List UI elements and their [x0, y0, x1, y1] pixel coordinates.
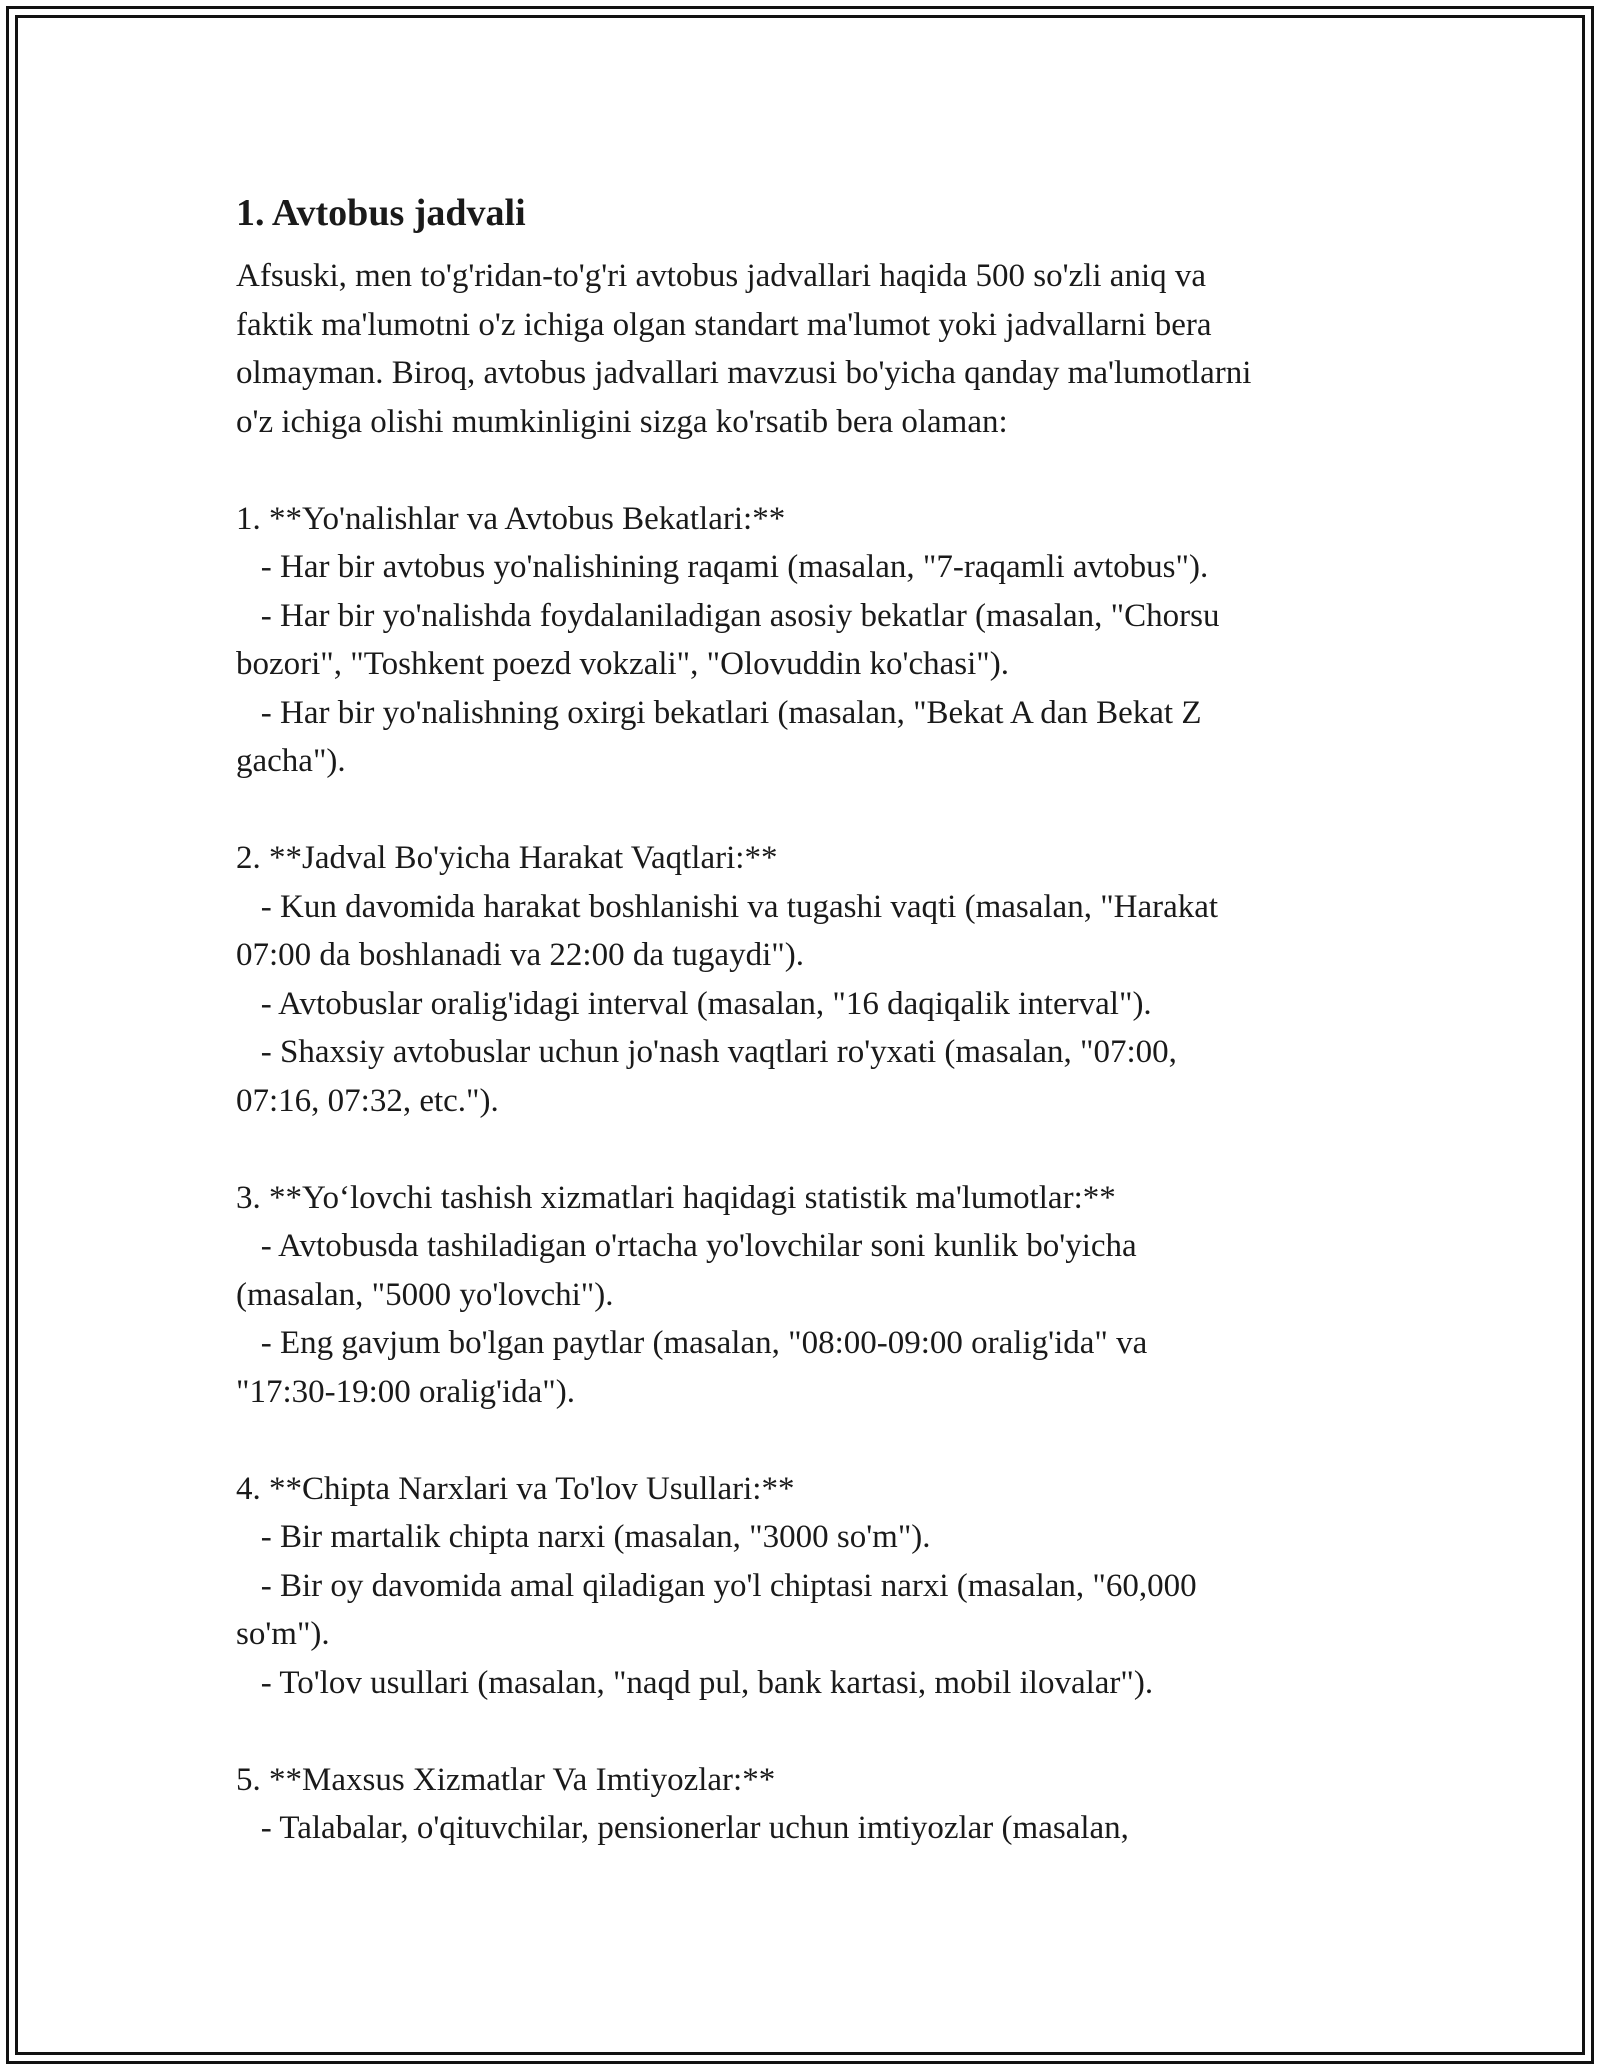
- text-line: - Avtobusda tashiladigan o'rtacha yo'lovchilar soni kunlik bo'yicha: [236, 1228, 1137, 1264]
- text-line: - Bir martalik chipta narxi (masalan, "3000 so'm").: [236, 1519, 931, 1555]
- text-line: 4. **Chipta Narxlari va To'lov Usullari:**: [236, 1470, 795, 1507]
- text-line: faktik ma'lumotni o'z ichiga olgan standart ma'lumot yoki jadvallarni bera: [236, 306, 1212, 343]
- blank-line: [236, 1125, 1376, 1174]
- text-line: - Bir oy davomida amal qiladigan yo'l chiptasi narxi (masalan, "60,000: [236, 1567, 1197, 1604]
- text-line: 3. **Yo‘lovchi tashish xizmatlari haqidagi statistik ma'lumotlar:**: [236, 1179, 1116, 1216]
- blank-line: [236, 446, 1376, 495]
- blank-line: [236, 786, 1376, 835]
- text-line: bozori", "Toshkent poezd vokzali", "Olovuddin ko'chasi").: [236, 646, 1010, 682]
- text-line: "17:30-19:00 oralig'ida").: [236, 1373, 575, 1410]
- blank-line: [236, 1416, 1376, 1465]
- text-line: Afsuski, men to'g'ridan-to'g'ri avtobus jadvallari haqida 500 so'zli aniq va: [236, 258, 1207, 294]
- text-line: - Har bir avtobus yo'nalishining raqami (masalan, "7-raqamli avtobus").: [236, 549, 1209, 585]
- blank-line: [236, 1707, 1376, 1756]
- text-line: o'z ichiga olishi mumkinligini sizga ko'rsatib bera olaman:: [236, 403, 1008, 440]
- text-line: 5. **Maxsus Xizmatlar Va Imtiyozlar:**: [236, 1761, 776, 1798]
- text-line: (masalan, "5000 yo'lovchi").: [236, 1276, 614, 1313]
- text-line: - Talabalar, o'qituvchilar, pensionerlar uchun imtiyozlar (masalan,: [236, 1810, 1129, 1846]
- text-line: - Avtobuslar oralig'idagi interval (masalan, "16 daqiqalik interval").: [236, 985, 1152, 1022]
- text-line: - Har bir yo'nalishning oxirgi bekatlari (masalan, "Bekat A dan Bekat Z: [236, 694, 1202, 731]
- text-line: olmayman. Biroq, avtobus jadvallari mavzusi bo'yicha qanday ma'lumotlarni: [236, 355, 1252, 391]
- text-line: 1. **Yo'nalishlar va Avtobus Bekatlari:**: [236, 500, 786, 537]
- document-body: [236, 186, 1376, 1853]
- text-line: - Shaxsiy avtobuslar uchun jo'nash vaqtlari ro'yxati (masalan, "07:00,: [236, 1034, 1177, 1070]
- text-line: - Har bir yo'nalishda foydalaniladigan asosiy bekatlar (masalan, "Chorsu: [236, 597, 1220, 634]
- text-line: 2. **Jadval Bo'yicha Harakat Vaqtlari:**: [236, 840, 778, 876]
- document-text: [236, 252, 1376, 1853]
- text-line: gacha").: [236, 743, 346, 779]
- text-line: - Eng gavjum bo'lgan paytlar (masalan, "08:00-09:00 oralig'ida" va: [236, 1325, 1148, 1361]
- text-line: 07:16, 07:32, etc.").: [236, 1082, 499, 1119]
- text-line: - To'lov usullari (masalan, "naqd pul, bank kartasi, mobil ilovalar").: [236, 1664, 1154, 1701]
- text-line: so'm").: [236, 1616, 330, 1652]
- text-line: - Kun davomida harakat boshlanishi va tugashi vaqti (masalan, "Harakat: [236, 888, 1219, 925]
- document-title: 1. Avtobus jadvali: [236, 192, 526, 234]
- text-line: 07:00 da boshlanadi va 22:00 da tugaydi").: [236, 937, 804, 973]
